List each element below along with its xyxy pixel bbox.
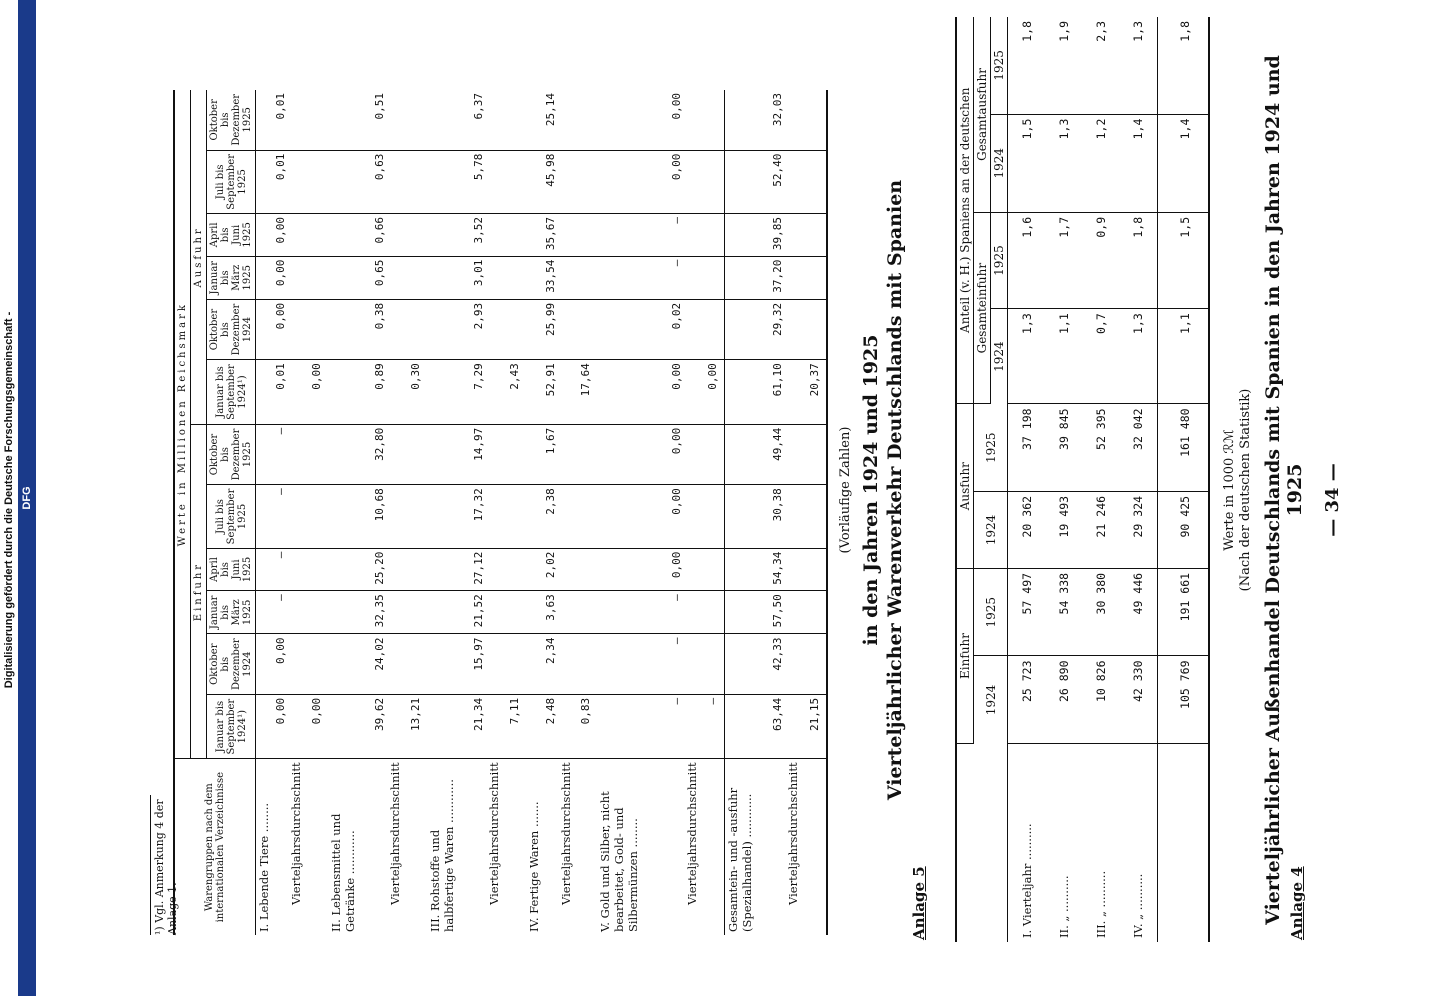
annex5-import-cell: 0,00 — [597, 485, 684, 548]
annex5-export-cell: 0,01 — [256, 150, 289, 213]
annex5-import-cell — [387, 634, 427, 694]
dfg-logo: DFG — [18, 0, 36, 996]
annex5-export-cell: 37,20 — [725, 256, 785, 299]
annex4-cell: 49 446 — [1119, 568, 1157, 656]
annex5-period-header: Januar bis September 1924¹) — [207, 694, 256, 758]
annex5-export-cell — [684, 90, 725, 150]
annex5-export-cell: 61,10 — [725, 360, 785, 424]
annex5-row — [526, 90, 558, 935]
annex4-cell: 21 246 — [1083, 491, 1120, 568]
annex4-total-cell: 1,1 — [1158, 309, 1209, 404]
annex5-import-cell: 2,34 — [526, 634, 558, 694]
annex5-import-cell: 49,44 — [725, 424, 785, 484]
annex5-export-cell — [288, 150, 328, 213]
annex5-period-header: Januar bis September 1924¹) — [207, 360, 256, 424]
annex5-import-cell — [558, 485, 598, 548]
annex4-col-1924: 1924 — [974, 656, 1008, 744]
annex5-export-cell: 20,37 — [785, 360, 827, 424]
annex4-cell: 1,3 — [1008, 309, 1046, 404]
annex5-import-cell: 17,32 — [427, 485, 486, 548]
annex5-table — [173, 90, 828, 935]
annex4-row-label: III. „ .......... — [1094, 870, 1108, 938]
annex5-title-line1: Vierteljährlicher Warenverkehr Deutschlands mit Spanien — [884, 179, 906, 801]
annex5-import-cell — [486, 548, 526, 591]
annex4-cell: 1,1 — [1046, 309, 1083, 404]
annex5-export-cell: 0,01 — [256, 360, 289, 424]
annex5-average-row — [785, 90, 827, 935]
annex4-cell: 2,3 — [1083, 17, 1120, 114]
annex5-average-row — [684, 90, 725, 935]
annex5-export-cell — [558, 150, 598, 213]
annex5-export-cell: — — [597, 214, 684, 257]
annex4-ausfuhr-header: Ausfuhr — [956, 404, 974, 569]
annex5-import-cell: — — [597, 694, 684, 758]
annex5-row-label: III. Rohstoffe und halbfertige Waren ............ — [427, 779, 456, 932]
annex5-export-cell — [288, 299, 328, 359]
annex5-import-cell: 2,48 — [526, 694, 558, 758]
annex4-subtitle: (Nach der deutschen Statistik) — [1238, 388, 1253, 592]
annex5-import-cell — [785, 485, 827, 548]
annex4-total-cell: 105 769 — [1158, 656, 1209, 744]
annex5-export-cell: 33,54 — [526, 256, 558, 299]
annex4-cell: 54 338 — [1046, 568, 1083, 656]
annex4-units: Werte in 1000 ℛℳ — [1222, 429, 1237, 551]
annex5-import-cell: 25,20 — [328, 548, 387, 591]
annex4-cell: 1,6 — [1008, 212, 1046, 308]
annex5-export-cell: — — [597, 256, 684, 299]
annex5-import-cell — [486, 634, 526, 694]
annex5-export-cell — [785, 90, 827, 150]
annex5-import-cell — [785, 634, 827, 694]
annex4-total-row — [1158, 17, 1209, 942]
annex4-cell: 30 380 — [1083, 568, 1120, 656]
annex5-import-cell: 0,00 — [256, 694, 289, 758]
annex5-export-cell: 0,00 — [256, 214, 289, 257]
annex4-cell: 1,3 — [1119, 17, 1157, 114]
annex5-import-cell: 0,00 — [597, 548, 684, 591]
annex5-import-cell: 42,33 — [725, 634, 785, 694]
annex5-export-cell: 0,66 — [328, 214, 387, 257]
annex5-export-cell: 0,38 — [328, 299, 387, 359]
annex4-cell: 1,4 — [1119, 114, 1157, 212]
annex5-export-cell — [558, 90, 598, 150]
annex5-import-cell — [785, 591, 827, 634]
annex5-import-cell: 0,00 — [256, 634, 289, 694]
annex4-cell: 26 890 — [1046, 656, 1083, 744]
annex5-import-cell: 10,68 — [328, 485, 387, 548]
annex4-cell: 1,7 — [1046, 212, 1083, 308]
annex5-row — [328, 90, 387, 935]
annex5-export-cell: 0,65 — [328, 256, 387, 299]
annex5-import-cell — [558, 424, 598, 484]
annex5-export-cell — [387, 150, 427, 213]
annex4-total-cell: 90 425 — [1158, 491, 1209, 568]
annex5-import-cell: 14,97 — [427, 424, 486, 484]
annex5-import-cell: 27,12 — [427, 548, 486, 591]
annex5-period-header: Oktober bis Dezember 1924 — [207, 634, 256, 694]
annex4-row-label: IV. „ .......... — [1131, 873, 1146, 938]
annex5-export-cell: 0,63 — [328, 150, 387, 213]
annex5-export-cell: 6,37 — [427, 90, 486, 150]
annex5-export-cell — [785, 256, 827, 299]
annex5-row — [597, 90, 684, 935]
annex5-export-cell: 0,30 — [387, 360, 427, 424]
annex5-average-row — [486, 90, 526, 935]
annex5-group-header: Warengruppen nach dem internationalen Verzeichnisse — [174, 759, 256, 935]
annex5-export-cell — [558, 214, 598, 257]
annex4-cell: 1,2 — [1083, 114, 1120, 212]
annex5-export-cell: 45,98 — [526, 150, 558, 213]
annex5-export-cell: 2,93 — [427, 299, 486, 359]
annex5-export-cell: 0,00 — [597, 150, 684, 213]
annex4-cell: 1,3 — [1119, 309, 1157, 404]
annex5-export-cell: 52,40 — [725, 150, 785, 213]
annex5-import-cell: — — [684, 694, 725, 758]
annex5-import-cell: 0,83 — [558, 694, 598, 758]
annex4-total-cell: 161 480 — [1158, 404, 1209, 492]
annex4-total-cell: 1,4 — [1158, 114, 1209, 212]
annex4-total-cell: 191 661 — [1158, 568, 1209, 656]
annex5-period-header: April bis Juni 1925 — [207, 548, 256, 591]
annex5-import-cell — [684, 634, 725, 694]
annex5-export-cell — [684, 150, 725, 213]
annex5-row — [427, 90, 486, 935]
annex4-einfuhr-header: Einfuhr — [956, 568, 974, 743]
annex5-import-cell: 57,50 — [725, 591, 785, 634]
page-number: — 34 — — [1322, 463, 1343, 537]
annex5-export-cell — [387, 90, 427, 150]
annex4-col-1925: 1925 — [991, 212, 1008, 308]
annex4-cell: 52 395 — [1083, 404, 1120, 492]
annex5-import-cell: 30,38 — [725, 485, 785, 548]
annex5-import-cell — [288, 634, 328, 694]
annex5-row-label: Vierteljahrsdurchschnitt — [388, 762, 403, 905]
annex5-export-cell — [558, 299, 598, 359]
annex5-import-cell: 54,34 — [725, 548, 785, 591]
annex5-export-cell — [486, 299, 526, 359]
annex5-export-cell — [486, 214, 526, 257]
annex5-subtitle: (Vorläufige Zahlen) — [838, 426, 853, 554]
annex5-export-cell: 39,85 — [725, 214, 785, 257]
annex5-import-cell: — — [597, 591, 684, 634]
annex5-import-cell: 2,38 — [526, 485, 558, 548]
annex4-gesamtausfuhr-header: Gesamtausfuhr — [974, 17, 991, 212]
annex5-export-cell: 0,01 — [256, 90, 289, 150]
annex4-table — [955, 17, 1210, 942]
annex5-import-cell — [387, 485, 427, 548]
annex5-import-cell — [785, 548, 827, 591]
annex5-import-cell — [785, 424, 827, 484]
annex4-cell: 37 198 — [1008, 404, 1046, 492]
annex5-period-header: Oktober bis Dezember 1924 — [207, 299, 256, 359]
annex5-export-cell — [387, 256, 427, 299]
annex5-import-cell — [558, 634, 598, 694]
annex5-label: Anlage 5 — [910, 866, 928, 940]
annex4-gesamteinfuhr-header: Gesamteinfuhr — [974, 212, 991, 404]
annex5-export-cell: 7,29 — [427, 360, 486, 424]
annex4-cell: 57 497 — [1008, 568, 1046, 656]
annex4-cell: 29 324 — [1119, 491, 1157, 568]
annex5-import-cell — [387, 591, 427, 634]
annex5-row-label: Vierteljahrsdurchschnitt — [487, 762, 502, 905]
annex5-export-cell: 32,03 — [725, 90, 785, 150]
annex5-export-cell: 29,32 — [725, 299, 785, 359]
annex5-export-cell — [288, 214, 328, 257]
annex5-import-cell: 13,21 — [387, 694, 427, 758]
annex4-row — [1046, 17, 1083, 942]
annex5-title-line2: in den Jahren 1924 und 1925 — [860, 334, 882, 646]
annex4-cell: 1,9 — [1046, 17, 1083, 114]
annex5-export-cell: 5,78 — [427, 150, 486, 213]
annex5-row-label: Vierteljahrsdurchschnitt — [289, 762, 304, 905]
annex5-export-cell: 0,02 — [597, 299, 684, 359]
annex4-col-1925: 1925 — [991, 17, 1008, 114]
annex4-cell: 25 723 — [1008, 656, 1046, 744]
annex4-cell: 1,5 — [1008, 114, 1046, 212]
annex4-row — [1083, 17, 1120, 942]
annex5-average-row — [387, 90, 427, 935]
annex5-export-cell: 0,00 — [256, 256, 289, 299]
annex4-cell: 1,8 — [1008, 17, 1046, 114]
annex4-cell: 20 362 — [1008, 491, 1046, 568]
annex5-import-cell: 1,67 — [526, 424, 558, 484]
annex5-import-cell: 39,62 — [328, 694, 387, 758]
annex5-export-cell — [486, 90, 526, 150]
annex5-row-label: Vierteljahrsdurchschnitt — [786, 762, 801, 905]
annex4-col-1925: 1925 — [974, 568, 1008, 656]
annex4-cell: 32 042 — [1119, 404, 1157, 492]
annex5-import-cell — [684, 548, 725, 591]
annex5-period-header: Januar bis März 1925 — [207, 256, 256, 299]
annex5-import-cell — [684, 591, 725, 634]
annex5-import-cell: — — [256, 591, 289, 634]
annex4-label: Anlage 4 — [1288, 866, 1306, 940]
annex4-cell: 39 845 — [1046, 404, 1083, 492]
annex4-total-label — [1158, 744, 1209, 943]
annex5-export-cell: 2,43 — [486, 360, 526, 424]
annex5-export-cell: 0,00 — [288, 360, 328, 424]
annex5-import-cell — [486, 591, 526, 634]
annex5-export-cell: 3,01 — [427, 256, 486, 299]
annex5-import-cell: 63,44 — [725, 694, 785, 758]
annex5-import-cell — [684, 424, 725, 484]
annex4-col-1924: 1924 — [991, 114, 1008, 212]
annex5-export-cell: 0,00 — [597, 90, 684, 150]
digitization-note — [0, 0, 33, 1000]
annex5-period-header: Januar bis März 1925 — [207, 591, 256, 634]
annex5-import-cell: 2,02 — [526, 548, 558, 591]
annex5-ausfuhr-header: Ausfuhr — [191, 90, 207, 424]
annex5-import-cell: — — [256, 485, 289, 548]
annex5-import-cell: 21,34 — [427, 694, 486, 758]
annex5-period-header: Oktober bis Dezember 1925 — [207, 424, 256, 484]
annex5-import-cell: 21,15 — [785, 694, 827, 758]
annex5-export-cell: 0,00 — [684, 360, 725, 424]
annex5-import-cell — [288, 591, 328, 634]
annex5-export-cell: 0,51 — [328, 90, 387, 150]
annex5-import-cell: — — [256, 424, 289, 484]
annex4-total-cell: 1,8 — [1158, 17, 1209, 114]
annex4-cell: 0,7 — [1083, 309, 1120, 404]
annex5-footnote: ¹) Vgl. Anmerkung 4 der Anlage 1. — [150, 795, 179, 935]
annex5-export-cell — [387, 299, 427, 359]
annex5-import-cell — [486, 424, 526, 484]
annex5-row-label: IV. Fertige Waren ....... — [526, 801, 541, 932]
annex5-import-cell: 0,00 — [597, 424, 684, 484]
annex5-export-cell: 52,91 — [526, 360, 558, 424]
annex5-export-cell — [288, 256, 328, 299]
annex5-import-cell: 7,11 — [486, 694, 526, 758]
annex5-row-label: Vierteljahrsdurchschnitt — [558, 762, 573, 905]
annex5-export-cell: 35,67 — [526, 214, 558, 257]
annex4-row-label: I. Vierteljahr .......... — [1019, 823, 1034, 938]
annex5-average-row — [288, 90, 328, 935]
annex5-row — [725, 90, 785, 935]
annex5-import-cell — [387, 424, 427, 484]
annex4-total-cell: 1,5 — [1158, 212, 1209, 308]
annex5-import-cell: — — [597, 634, 684, 694]
annex4-row — [1119, 17, 1157, 942]
annex5-import-cell — [288, 485, 328, 548]
annex5-export-cell — [785, 214, 827, 257]
annex5-import-cell — [288, 424, 328, 484]
annex5-import-cell: 32,80 — [328, 424, 387, 484]
annex5-import-cell — [288, 548, 328, 591]
annex4-cell: 1,3 — [1046, 114, 1083, 212]
annex4-blank-header — [956, 744, 1008, 943]
annex5-row-label: Vierteljahrsdurchschnitt — [685, 762, 700, 905]
annex5-import-cell — [387, 548, 427, 591]
annex5-import-cell — [558, 548, 598, 591]
annex5-export-cell: 0,00 — [256, 299, 289, 359]
annex5-import-cell — [486, 485, 526, 548]
annex5-export-cell — [486, 150, 526, 213]
annex5-export-cell — [387, 214, 427, 257]
annex5-import-cell: 15,97 — [427, 634, 486, 694]
annex4-cell: 1,8 — [1119, 212, 1157, 308]
annex5-export-cell — [288, 90, 328, 150]
annex5-einfuhr-header: Einfuhr — [191, 424, 207, 759]
digitization-text: Digitalisierung gefördert durch die Deutsche Forschungsgemeinschaft - — [3, 311, 15, 689]
annex4-title: Vierteljährlicher Außenhandel Deutschlands mit Spanien in den Jahren 1924 und 1925 — [1262, 55, 1306, 925]
annex5-import-cell — [684, 485, 725, 548]
annex4-col-1924: 1924 — [974, 491, 1008, 568]
annex5-export-cell: 17,64 — [558, 360, 598, 424]
annex5-import-cell: 32,35 — [328, 591, 387, 634]
annex5-average-row — [558, 90, 598, 935]
annex5-units-header: Werte in Millionen Reichsmark — [174, 90, 191, 759]
annex5-export-cell — [684, 256, 725, 299]
annex5-row-label: Gesamtein- und -ausfuhr (Spezialhandel) ............ — [725, 759, 785, 935]
annex5-export-cell — [785, 150, 827, 213]
annex5-import-cell: 3,63 — [526, 591, 558, 634]
annex5-period-header: Juli bis September 1925 — [207, 150, 256, 213]
annex4-col-1924: 1924 — [991, 309, 1008, 404]
annex5-period-header: Oktober bis Dezember 1925 — [207, 90, 256, 150]
annex4-row-label: II. „ .......... — [1057, 875, 1072, 938]
annex5-import-cell: 0,00 — [288, 694, 328, 758]
annex5-import-cell — [558, 591, 598, 634]
annex4-col-1925: 1925 — [974, 404, 1008, 492]
annex5-row-label: I. Lebende Tiere ........ — [257, 802, 271, 932]
annex5-export-cell — [486, 256, 526, 299]
annex5-period-header: April bis Juni 1925 — [207, 214, 256, 257]
annex5-row-label: V. Gold und Silber, nicht bearbeitet, Gold- und Silbermünzen ........ — [598, 791, 641, 932]
annex5-export-cell — [785, 299, 827, 359]
annex5-import-cell: 21,52 — [427, 591, 486, 634]
annex4-anteil-header: Anteil (v. H.) Spaniens an der deutschen — [956, 17, 974, 404]
annex5-row-label: II. Lebensmittel und Getränke ............ — [328, 813, 357, 932]
annex5-export-cell: 0,89 — [328, 360, 387, 424]
annex5-export-cell: 0,00 — [597, 360, 684, 424]
annex4-cell: 19 493 — [1046, 491, 1083, 568]
annex4-cell: 0,9 — [1083, 212, 1120, 308]
annex5-row — [256, 90, 289, 935]
annex4-cell: 10 826 — [1083, 656, 1120, 744]
annex4-row — [1008, 17, 1046, 942]
annex5-export-cell: 3,52 — [427, 214, 486, 257]
annex5-import-cell: 24,02 — [328, 634, 387, 694]
annex5-period-header: Juli bis September 1925 — [207, 485, 256, 548]
annex5-export-cell: 25,99 — [526, 299, 558, 359]
annex5-import-cell: — — [256, 548, 289, 591]
annex5-export-cell — [684, 299, 725, 359]
annex5-export-cell — [558, 256, 598, 299]
annex4-cell: 42 330 — [1119, 656, 1157, 744]
annex5-export-cell — [684, 214, 725, 257]
annex5-export-cell: 25,14 — [526, 90, 558, 150]
